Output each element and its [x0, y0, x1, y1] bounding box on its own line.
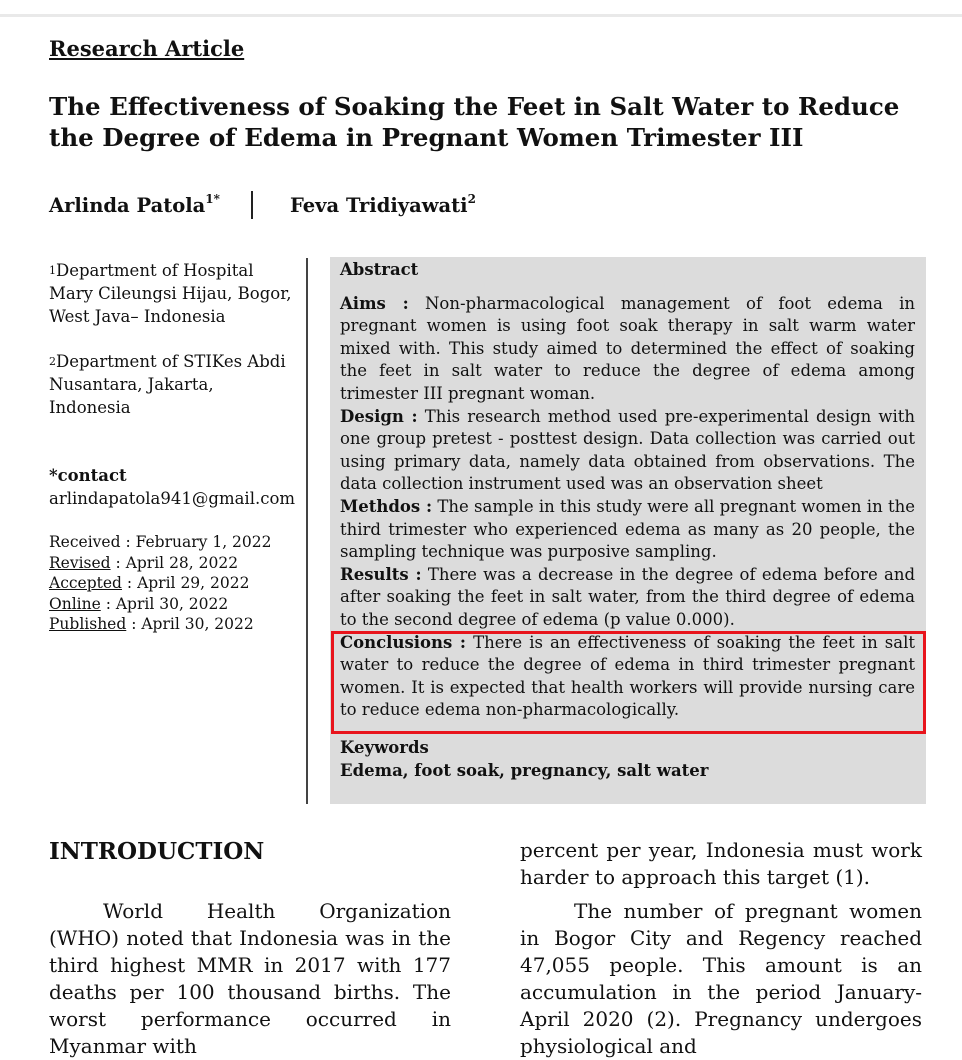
date-label: Accepted — [49, 574, 122, 592]
keywords-label: Keywords — [340, 738, 429, 757]
introduction-heading: INTRODUCTION — [49, 838, 265, 865]
section-text: Non-pharmacological management of foot edema in pregnant women is using foot soak therapy in salt warm water mixed with. This study aimed to determined the effect of soaking the feet in salt water to reduce the degree of edema among trimester III pregnant woman. — [340, 293, 916, 403]
contact-email[interactable]: arlindapatola941@gmail.com — [49, 489, 296, 508]
section-text: There is an effectiveness of soaking the feet in salt water to reduce the degree of edema in third trimester pregnant women. It is expected that health workers will provide nursing care to reduce edema non-pharmacologically. — [340, 632, 915, 720]
date-revised — [49, 553, 299, 574]
section-head: Conclusions : — [340, 632, 466, 652]
author-name: Feva Tridiyawati — [290, 194, 468, 217]
section-head: Results : — [340, 564, 422, 584]
section-head: Design : — [340, 406, 418, 426]
affiliation-sup: 2 — [49, 355, 56, 368]
section-head: Methdos : — [340, 496, 433, 516]
date-value: : April 28, 2022 — [115, 553, 239, 572]
date-label: Revised — [49, 553, 111, 572]
intro-paragraph: World Health Organization (WHO) noted that Indonesia was in the third highest MMR in 2017 with 177 deaths per 100 thousand births. The worst performance occurred in Myanmar with — [49, 899, 451, 1058]
author-2 — [290, 194, 476, 217]
affiliation-sup: 1 — [49, 264, 56, 277]
date-online — [49, 594, 299, 615]
section-text: There was a decrease in the degree of edema before and after soaking the feet in salt water, from the third degree of edema to the second degree of edema (p value 0.000). — [340, 564, 916, 629]
abstract-methods — [340, 496, 915, 564]
section-head: Aims : — [340, 293, 409, 313]
intro-right-column — [520, 837, 922, 1060]
date-value: : April 29, 2022 — [126, 574, 250, 592]
conclusions-highlight-box — [331, 631, 926, 734]
column-divider — [306, 258, 308, 804]
paper-title: The Effectiveness of Soaking the Feet in Salt Water to Reduce the Degree of Edema in Pregnant Women Trimester III — [49, 92, 900, 152]
abstract-design — [340, 406, 915, 496]
date-label: Online — [49, 594, 101, 613]
dates-block — [49, 532, 299, 635]
article-type-label: Research Article — [49, 36, 245, 61]
author-name: Arlinda Patola — [49, 194, 206, 217]
intro-left-column — [49, 898, 451, 1060]
affiliation-2 — [49, 350, 299, 419]
keywords-list: Edema, foot soak, pregnancy, salt water — [340, 761, 709, 780]
date-value: : February 1, 2022 — [125, 533, 272, 551]
section-text: The sample in this study were all pregnant women in the third trimester who experienced edema as many as 20 people, the sampling technique was purposive sampling. — [340, 496, 915, 562]
date-value: : April 30, 2022 — [105, 594, 229, 613]
keywords-block — [340, 736, 708, 782]
affiliation-text: Department of Hospital Mary Cileungsi Hijau, Bogor, West Java– Indonesia — [49, 261, 292, 326]
intro-paragraph: percent per year, Indonesia must work harder to approach this target (1). — [520, 838, 922, 889]
date-label: Published — [49, 615, 127, 633]
contact-block — [49, 464, 299, 510]
author-separator — [251, 191, 253, 219]
author-sup: 2 — [467, 192, 476, 206]
author-sup: 1* — [205, 192, 220, 206]
author-1 — [49, 194, 220, 217]
page-top-divider — [0, 14, 962, 17]
date-value: : April 30, 2022 — [131, 615, 254, 633]
intro-paragraph: The number of pregnant women in Bogor City and Regency reached 47,055 people. This amount is an accumulation in the period January-April 2020 (2). Pregnancy undergoes physiological and — [520, 899, 922, 1058]
affiliation-text: Department of STIKes Abdi Nusantara, Jakarta, Indonesia — [49, 352, 286, 417]
abstract-heading: Abstract — [340, 260, 419, 279]
abstract-aims — [340, 293, 915, 406]
date-label: Received — [49, 533, 121, 551]
affiliation-1 — [49, 259, 299, 328]
contact-label: *contact — [49, 466, 127, 485]
date-published — [49, 614, 299, 635]
date-received — [49, 532, 299, 553]
date-accepted — [49, 573, 299, 594]
abstract-results — [340, 564, 915, 632]
section-text: This research method used pre-experimental design with one group pretest - posttest design. Data collection was carried out using primary data, namely data obtained from observations. The data collection instrument used was an observation sheet — [340, 406, 916, 494]
